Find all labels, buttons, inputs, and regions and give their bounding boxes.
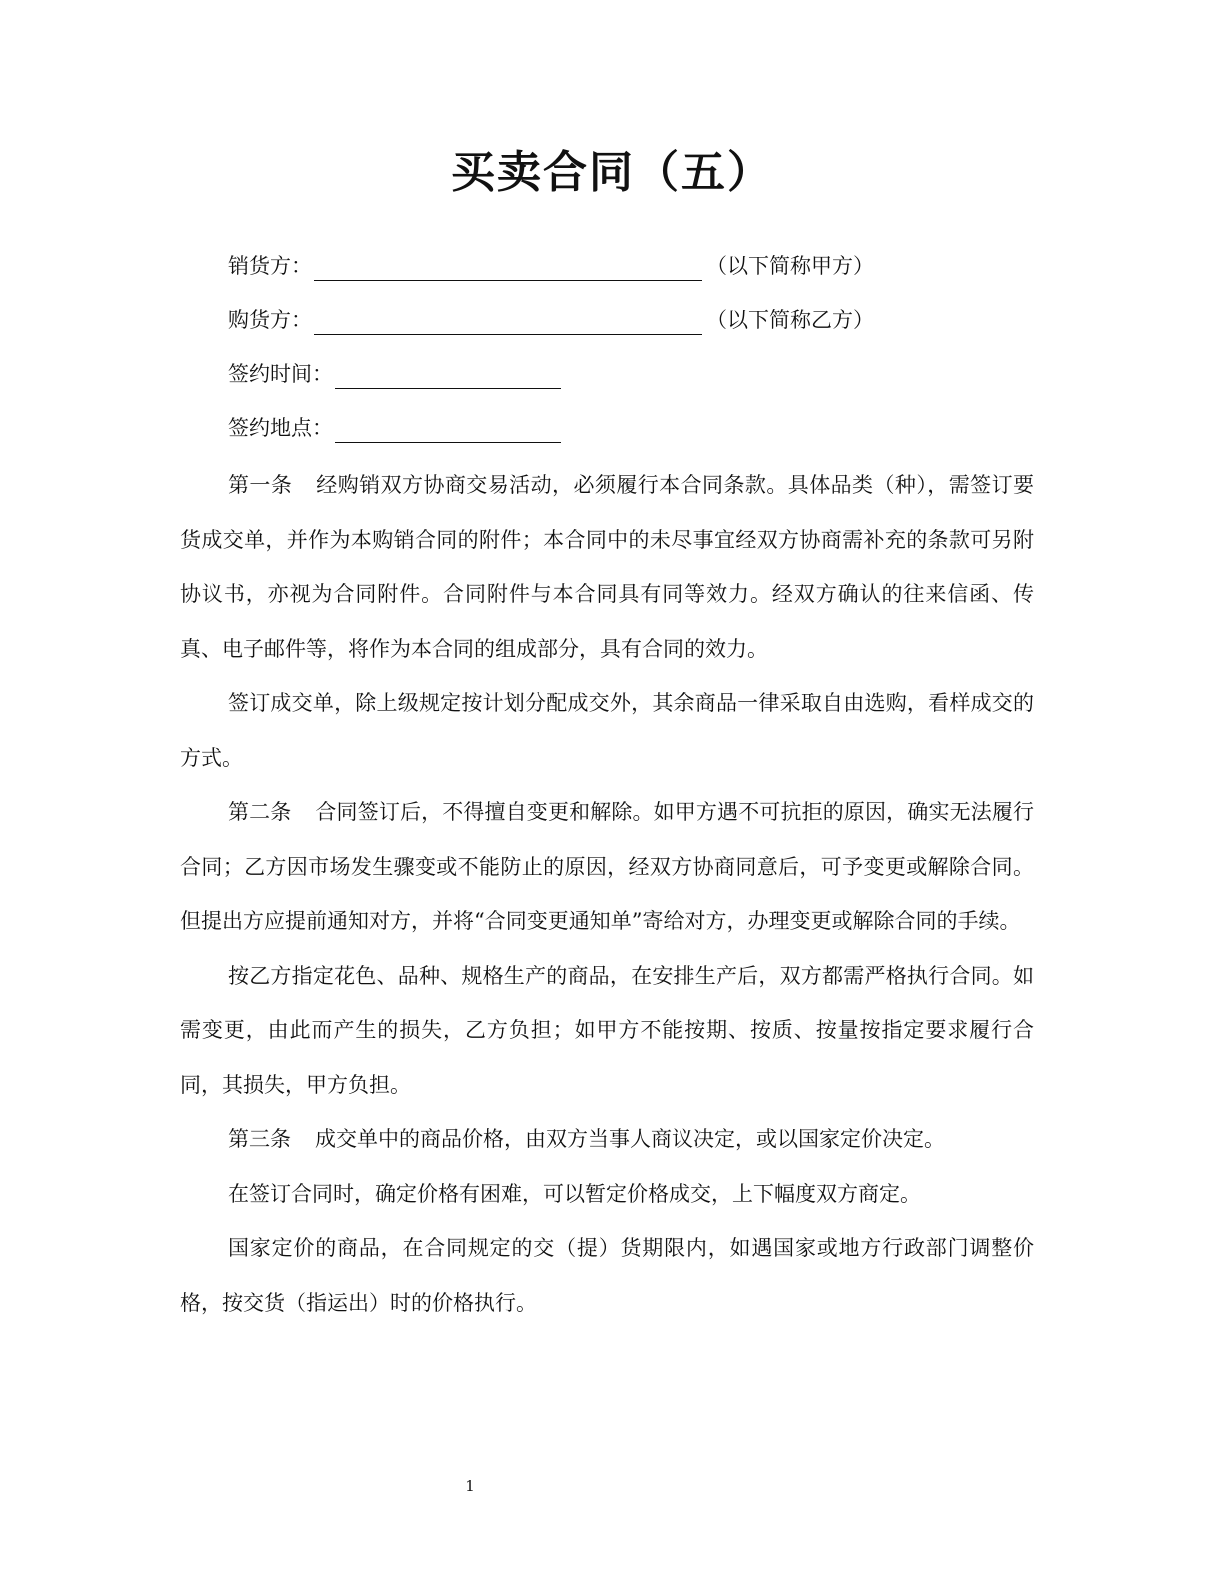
paragraph-article-1-supplement bbox=[180, 676, 1034, 785]
sign-place-label: 签约地点： bbox=[228, 416, 333, 440]
seller-label: 销货方： bbox=[228, 254, 312, 278]
sign-time-label: 签约时间： bbox=[228, 362, 333, 386]
seller-suffix: （以下简称甲方） bbox=[706, 254, 874, 278]
paragraph-text: 成交单中的商品价格，由双方当事人商议决定，或以国家定价决定。 bbox=[315, 1127, 945, 1151]
buyer-blank-line bbox=[314, 312, 702, 335]
paragraph-article-3 bbox=[180, 1112, 1034, 1167]
clause-heading: 第二条 bbox=[228, 800, 292, 824]
paragraph-text: 按乙方指定花色、品种、规格生产的商品，在安排生产后，双方都需严格执行合同。如需变更，由此而产生的损失，乙方负担；如甲方不能按期、按质、按量按指定要求履行合同，其损失，甲方负担。 bbox=[180, 963, 1034, 1097]
buyer-field bbox=[228, 305, 874, 335]
clause-heading: 第一条 bbox=[228, 473, 293, 497]
paragraph-text: 国家定价的商品，在合同规定的交（提）货期限内，如遇国家或地方行政部门调整价格，按交货（指运出）时的价格执行。 bbox=[180, 1236, 1034, 1315]
paragraph-article-1 bbox=[180, 458, 1034, 676]
clause-heading: 第三条 bbox=[228, 1127, 291, 1151]
paragraph-text: 合同签订后，不得擅自变更和解除。如甲方遇不可抗拒的原因，确实无法履行合同；乙方因市场发生骤变或不能防止的原因，经双方协商同意后，可予变更或解除合同。但提出方应提前通知对方，并将“合同变更通知单”寄给对方，办理变更或解除合同的手续。 bbox=[180, 800, 1035, 933]
paragraph-text: 签订成交单，除上级规定按计划分配成交外，其余商品一律采取自由选购，看样成交的方式。 bbox=[180, 691, 1034, 770]
document-title: 买卖合同（五） bbox=[451, 147, 773, 198]
buyer-suffix: （以下简称乙方） bbox=[706, 308, 874, 332]
sign-place-blank-line bbox=[335, 420, 561, 443]
paragraph-article-3-provisional bbox=[180, 1167, 1034, 1222]
sign-time-blank-line bbox=[335, 366, 561, 389]
paragraph-text: 在签订合同时，确定价格有困难，可以暂定价格成交，上下幅度双方商定。 bbox=[228, 1181, 921, 1206]
paragraph-text: 经购销双方协商交易活动，必须履行本合同条款。具体品类（种），需签订要货成交单，并作为本购销合同的附件；本合同中的未尽事宜经双方协商需补充的条款可另附协议书，亦视为合同附件。合同附件与本合同具有同等效力。经双方确认的往来信函、传真、电子邮件等，将作为本合同的组成部分，具有合同的效力。 bbox=[180, 473, 1035, 661]
paragraph-article-2-supplement bbox=[180, 949, 1034, 1113]
seller-field bbox=[228, 251, 874, 281]
contract-body bbox=[180, 458, 1034, 1330]
sign-place-field bbox=[228, 413, 561, 443]
buyer-label: 购货方： bbox=[228, 308, 312, 332]
seller-blank-line bbox=[314, 258, 702, 281]
paragraph-article-2 bbox=[180, 785, 1034, 949]
sign-time-field bbox=[228, 359, 561, 389]
page-number: 1 bbox=[465, 1477, 475, 1495]
paragraph-article-3-state-price bbox=[180, 1221, 1034, 1330]
